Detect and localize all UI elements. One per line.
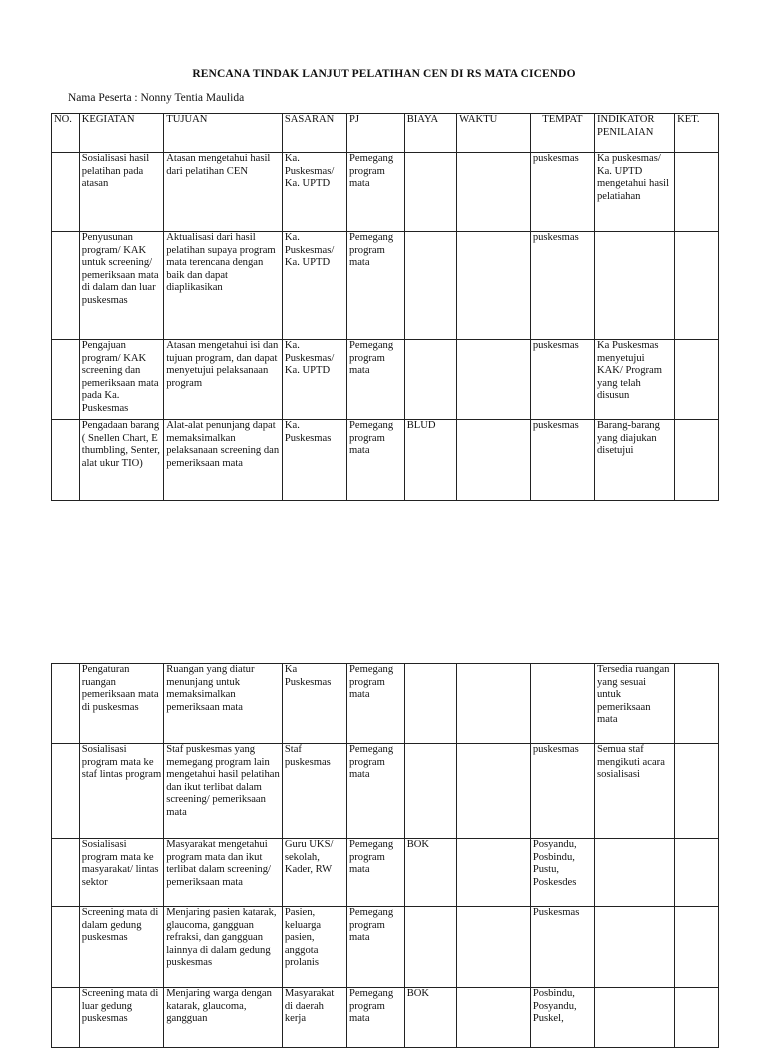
cell-tujuan: Atasan mengetahui hasil dari pelatihan CEN — [164, 153, 283, 232]
cell-sasaran: Ka. Puskesmas — [282, 420, 346, 501]
cell-ket — [675, 988, 719, 1048]
cell-tempat: Puskesmas — [530, 907, 594, 988]
table-row — [52, 664, 719, 744]
cell-sasaran: Ka. Puskesmas/ Ka. UPTD — [282, 232, 346, 340]
cell-no — [52, 420, 80, 501]
cell-kegiatan: Pengadaan barang ( Snellen Chart, E thumbling, Senter, alat ukur TIO) — [79, 420, 163, 501]
cell-pj: Pemegang program mata — [346, 664, 404, 744]
header-kegiatan: KEGIATAN — [79, 114, 163, 153]
cell-ket — [675, 153, 719, 232]
cell-kegiatan: Pengajuan program/ KAK screening dan pemeriksaan mata pada Ka. Puskesmas — [79, 340, 163, 420]
cell-kegiatan: Sosialisasi program mata ke staf lintas program — [79, 744, 163, 839]
cell-biaya — [404, 744, 456, 839]
table-row — [52, 907, 719, 988]
cell-ket — [675, 907, 719, 988]
participant-name: Nama Peserta : Nonny Tentia Maulida — [68, 92, 245, 104]
header-indikator: INDIKATOR PENILAIAN — [594, 114, 674, 153]
cell-tujuan: Masyarakat mengetahui program mata dan ikut terlibat dalam screening/ pemeriksaan mata — [164, 839, 283, 907]
header-sasaran: SASARAN — [282, 114, 346, 153]
cell-tujuan: Menjaring pasien katarak, glaucoma, gangguan refraksi, dan gangguan lainnya di dalam gedung puskesmas — [164, 907, 283, 988]
cell-tujuan: Ruangan yang diatur menunjang untuk memaksimalkan pemeriksaan mata — [164, 664, 283, 744]
cell-kegiatan: Screening mata di dalam gedung puskesmas — [79, 907, 163, 988]
cell-kegiatan: Sosialisasi hasil pelatihan pada atasan — [79, 153, 163, 232]
cell-pj: Pemegang program mata — [346, 340, 404, 420]
header-tujuan: TUJUAN — [164, 114, 283, 153]
cell-no — [52, 153, 80, 232]
cell-tujuan: Aktualisasi dari hasil pelatihan supaya program mata terencana dengan baik dan dapat diaplikasikan — [164, 232, 283, 340]
document-title: RENCANA TINDAK LANJUT PELATIHAN CEN DI RS MATA CICENDO — [192, 68, 576, 80]
cell-ket — [675, 420, 719, 501]
cell-tempat: puskesmas — [530, 744, 594, 839]
cell-pj: Pemegang program mata — [346, 744, 404, 839]
cell-kegiatan: Penyusunan program/ KAK untuk screening/ pemeriksaan mata di dalam dan luar puskesmas — [79, 232, 163, 340]
cell-indikator: Tersedia ruangan yang sesuai untuk pemeriksaan mata — [594, 664, 674, 744]
cell-ket — [675, 340, 719, 420]
cell-waktu — [457, 420, 531, 501]
cell-sasaran: Ka. Puskesmas/ Ka. UPTD — [282, 153, 346, 232]
cell-sasaran: Pasien, keluarga pasien, anggota prolanis — [282, 907, 346, 988]
cell-kegiatan: Sosialisasi program mata ke masyarakat/ lintas sektor — [79, 839, 163, 907]
cell-kegiatan: Screening mata di luar gedung puskesmas — [79, 988, 163, 1048]
cell-sasaran: Ka. Puskesmas/ Ka. UPTD — [282, 340, 346, 420]
cell-pj: Pemegang program mata — [346, 420, 404, 501]
cell-biaya — [404, 340, 456, 420]
cell-biaya — [404, 153, 456, 232]
cell-biaya: BLUD — [404, 420, 456, 501]
cell-no — [52, 907, 80, 988]
cell-pj: Pemegang program mata — [346, 232, 404, 340]
cell-sasaran: Masyarakat di daerah kerja — [282, 988, 346, 1048]
table-row — [52, 153, 719, 232]
cell-indikator — [594, 232, 674, 340]
header-tempat: TEMPAT — [530, 114, 594, 153]
cell-biaya — [404, 664, 456, 744]
cell-biaya — [404, 907, 456, 988]
cell-tujuan: Staf puskesmas yang memegang program lain mengetahui hasil pelatihan dan ikut terlibat dalam screening/ pemeriksaan mata — [164, 744, 283, 839]
cell-biaya: BOK — [404, 988, 456, 1048]
cell-no — [52, 232, 80, 340]
header-no: NO. — [52, 114, 80, 153]
cell-biaya: BOK — [404, 839, 456, 907]
cell-indikator: Ka Puskesmas menyetujui KAK/ Program yang telah disusun — [594, 340, 674, 420]
cell-no — [52, 839, 80, 907]
cell-no — [52, 664, 80, 744]
cell-pj: Pemegang program mata — [346, 839, 404, 907]
cell-ket — [675, 664, 719, 744]
cell-waktu — [457, 153, 531, 232]
cell-ket — [675, 744, 719, 839]
table-row — [52, 340, 719, 420]
cell-pj: Pemegang program mata — [346, 907, 404, 988]
cell-ket — [675, 232, 719, 340]
cell-tempat: puskesmas — [530, 340, 594, 420]
cell-waktu — [457, 988, 531, 1048]
cell-waktu — [457, 839, 531, 907]
cell-tempat — [530, 664, 594, 744]
cell-tempat: puskesmas — [530, 420, 594, 501]
cell-indikator: Ka puskesmas/ Ka. UPTD mengetahui hasil pelatiahan — [594, 153, 674, 232]
table-row — [52, 744, 719, 839]
cell-pj: Pemegang program mata — [346, 988, 404, 1048]
table-row — [52, 988, 719, 1048]
plan-table-page-1 — [51, 113, 719, 501]
cell-tempat: puskesmas — [530, 153, 594, 232]
cell-sasaran: Ka Puskesmas — [282, 664, 346, 744]
table-row — [52, 232, 719, 340]
cell-indikator: Barang-barang yang diajukan disetujui — [594, 420, 674, 501]
cell-indikator — [594, 839, 674, 907]
cell-waktu — [457, 664, 531, 744]
cell-waktu — [457, 744, 531, 839]
cell-pj: Pemegang program mata — [346, 153, 404, 232]
cell-tujuan: Atasan mengetahui isi dan tujuan program, dan dapat menyetujui pelaksanaan program — [164, 340, 283, 420]
header-ket: KET. — [675, 114, 719, 153]
table-row — [52, 839, 719, 907]
cell-tempat: puskesmas — [530, 232, 594, 340]
table-row — [52, 420, 719, 501]
cell-tempat: Posyandu, Posbindu, Pustu, Poskesdes — [530, 839, 594, 907]
cell-sasaran: Staf puskesmas — [282, 744, 346, 839]
header-biaya: BIAYA — [404, 114, 456, 153]
cell-tujuan: Alat-alat penunjang dapat memaksimalkan pelaksanaan screening dan pemeriksaan mata — [164, 420, 283, 501]
cell-no — [52, 340, 80, 420]
cell-waktu — [457, 340, 531, 420]
cell-tempat: Posbindu, Posyandu, Puskel, — [530, 988, 594, 1048]
cell-biaya — [404, 232, 456, 340]
cell-kegiatan: Pengaturan ruangan pemeriksaan mata di puskesmas — [79, 664, 163, 744]
cell-indikator: Semua staf mengikuti acara sosialisasi — [594, 744, 674, 839]
plan-table-page-2 — [51, 663, 719, 1048]
cell-no — [52, 744, 80, 839]
cell-waktu — [457, 907, 531, 988]
cell-tujuan: Menjaring warga dengan katarak, glaucoma, gangguan — [164, 988, 283, 1048]
table-header-row — [52, 114, 719, 153]
header-pj: PJ — [346, 114, 404, 153]
header-waktu: WAKTU — [457, 114, 531, 153]
cell-ket — [675, 839, 719, 907]
cell-no — [52, 988, 80, 1048]
cell-indikator — [594, 907, 674, 988]
cell-waktu — [457, 232, 531, 340]
cell-indikator — [594, 988, 674, 1048]
cell-sasaran: Guru UKS/ sekolah, Kader, RW — [282, 839, 346, 907]
